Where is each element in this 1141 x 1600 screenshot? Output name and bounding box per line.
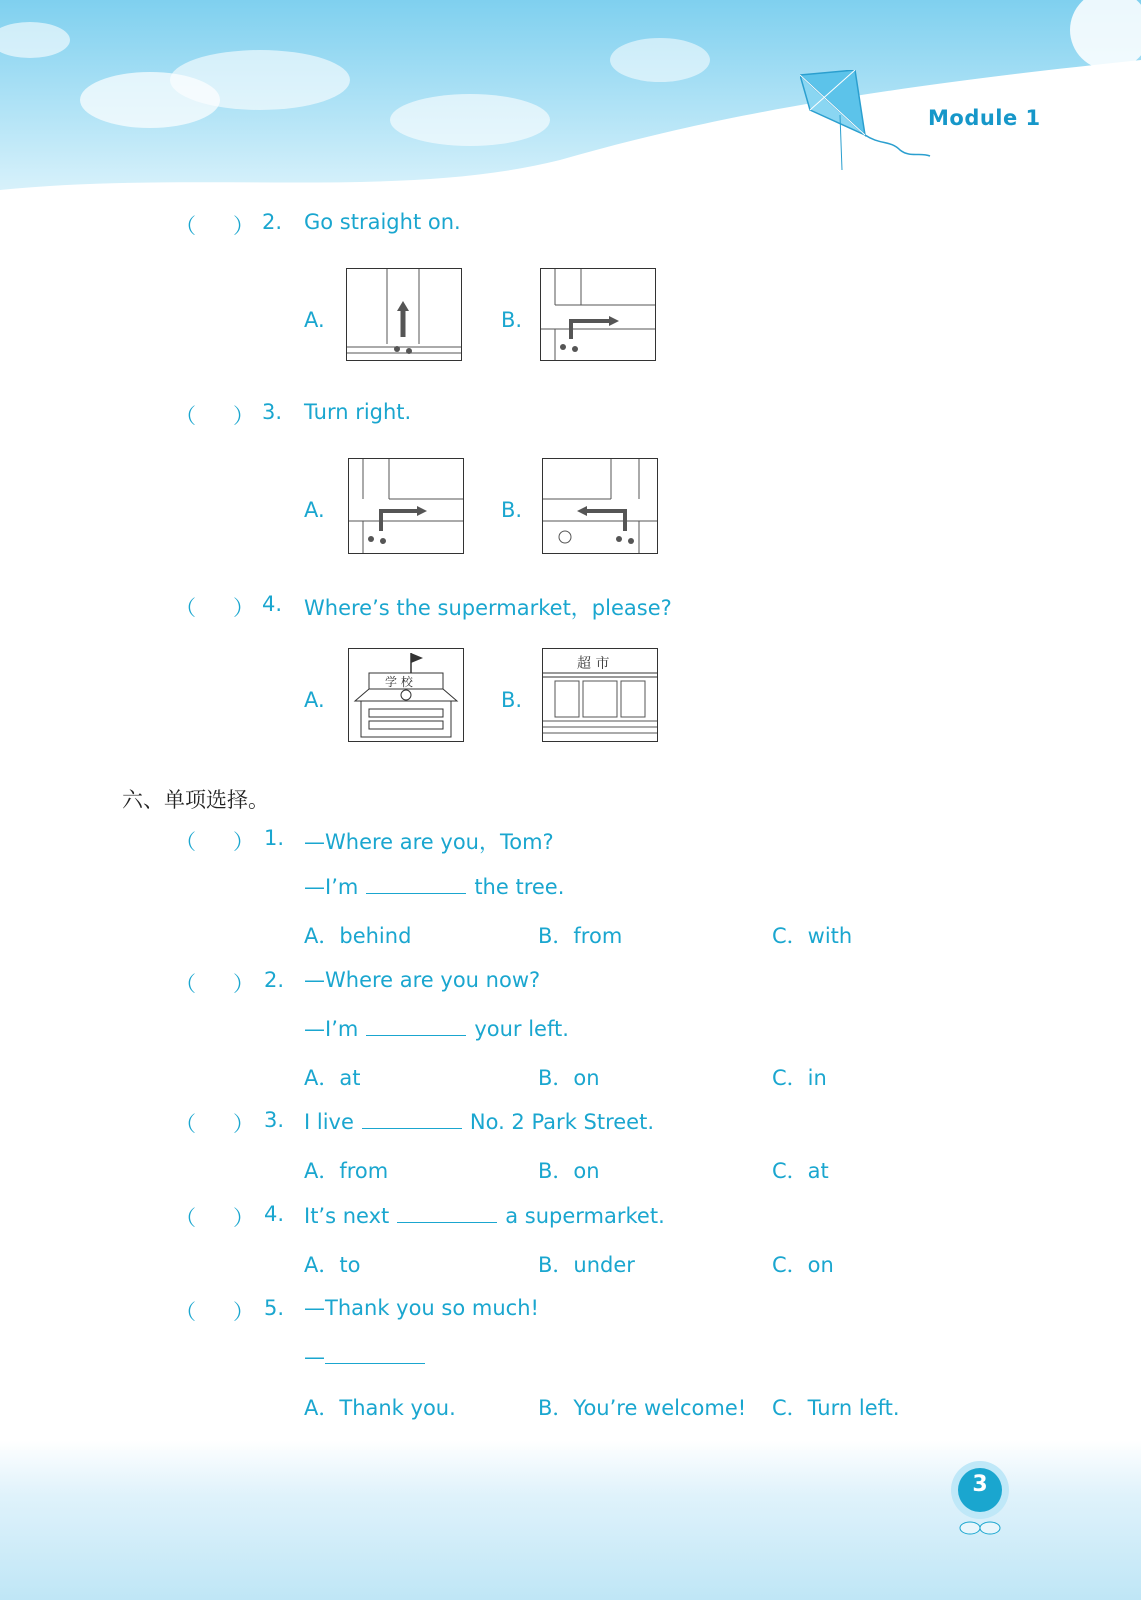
option-b: B．from xyxy=(538,924,623,948)
option-a-label: A. xyxy=(304,688,325,712)
turn-right-picture-a xyxy=(348,458,464,554)
school-sign: 学 校 xyxy=(385,675,413,689)
answer-paren-close: ） xyxy=(233,830,254,854)
section-title: 六、单项选择。 xyxy=(122,788,269,812)
question-line: —Thank you so much! xyxy=(304,1296,539,1320)
answer-paren-close: ） xyxy=(233,1112,254,1136)
option-b-label: B. xyxy=(501,308,523,332)
kite-icon xyxy=(800,70,940,180)
question-line: —I’m the tree. xyxy=(304,875,565,899)
option-a: A．Thank you. xyxy=(304,1396,456,1420)
option-c: C．with xyxy=(772,924,853,948)
answer-paren-open: （ xyxy=(175,830,196,854)
option-a-label: A. xyxy=(304,308,325,332)
question-number: 4. xyxy=(262,592,283,616)
question-line: It’s next a supermarket. xyxy=(304,1204,665,1228)
question-number: 4. xyxy=(264,1202,285,1226)
option-b-label: B. xyxy=(501,498,523,522)
option-c: C．at xyxy=(772,1159,829,1183)
question-number: 2. xyxy=(264,968,285,992)
option-c: C．in xyxy=(772,1066,827,1090)
go-straight-picture-b xyxy=(540,268,656,361)
page-number: 3 xyxy=(972,1472,988,1497)
question-line: —I’m your left. xyxy=(304,1017,569,1041)
option-c: C．on xyxy=(772,1253,834,1277)
question-number: 5. xyxy=(264,1296,285,1320)
question-text: Turn right. xyxy=(304,400,412,424)
answer-paren-close: ） xyxy=(233,972,254,996)
option-a: A．at xyxy=(304,1066,361,1090)
module-label: Module 1 xyxy=(928,106,1041,130)
option-a: A．from xyxy=(304,1159,389,1183)
turn-left-picture-b xyxy=(542,458,658,554)
option-a: A．behind xyxy=(304,924,412,948)
answer-paren-close: ） xyxy=(233,404,254,428)
question-number: 3. xyxy=(264,1108,285,1132)
answer-paren-open: （ xyxy=(175,1300,196,1324)
option-a: A．to xyxy=(304,1253,361,1277)
option-c: C．Turn left. xyxy=(772,1396,900,1420)
question-number: 1. xyxy=(264,826,285,850)
supermarket-sign: 超 市 xyxy=(577,656,610,672)
go-straight-picture-a xyxy=(346,268,462,361)
answer-paren-close: ） xyxy=(233,214,254,238)
option-b-label: B. xyxy=(501,688,523,712)
option-b: B．You’re welcome! xyxy=(538,1396,747,1420)
question-line: —Where are you，Tom? xyxy=(304,830,554,854)
answer-paren-open: （ xyxy=(175,972,196,996)
question-number: 3. xyxy=(262,400,283,424)
answer-paren-close: ） xyxy=(233,596,254,620)
question-line: I live No. 2 Park Street. xyxy=(304,1110,655,1134)
option-b: B．on xyxy=(538,1066,600,1090)
answer-paren-close: ） xyxy=(233,1206,254,1230)
answer-paren-open: （ xyxy=(175,214,196,238)
question-text: Where’s the supermarket，please? xyxy=(304,596,672,620)
question-line: — xyxy=(304,1343,433,1369)
supermarket-picture-b xyxy=(542,648,658,742)
answer-paren-close: ） xyxy=(233,1300,254,1324)
option-b: B．on xyxy=(538,1159,600,1183)
answer-paren-open: （ xyxy=(175,1112,196,1136)
option-b: B．under xyxy=(538,1253,635,1277)
question-line: —Where are you now? xyxy=(304,968,541,992)
answer-paren-open: （ xyxy=(175,596,196,620)
question-number: 2. xyxy=(262,210,283,234)
option-a-label: A. xyxy=(304,498,325,522)
school-picture-a xyxy=(348,648,464,742)
answer-paren-open: （ xyxy=(175,404,196,428)
answer-paren-open: （ xyxy=(175,1206,196,1230)
question-text: Go straight on. xyxy=(304,210,461,234)
